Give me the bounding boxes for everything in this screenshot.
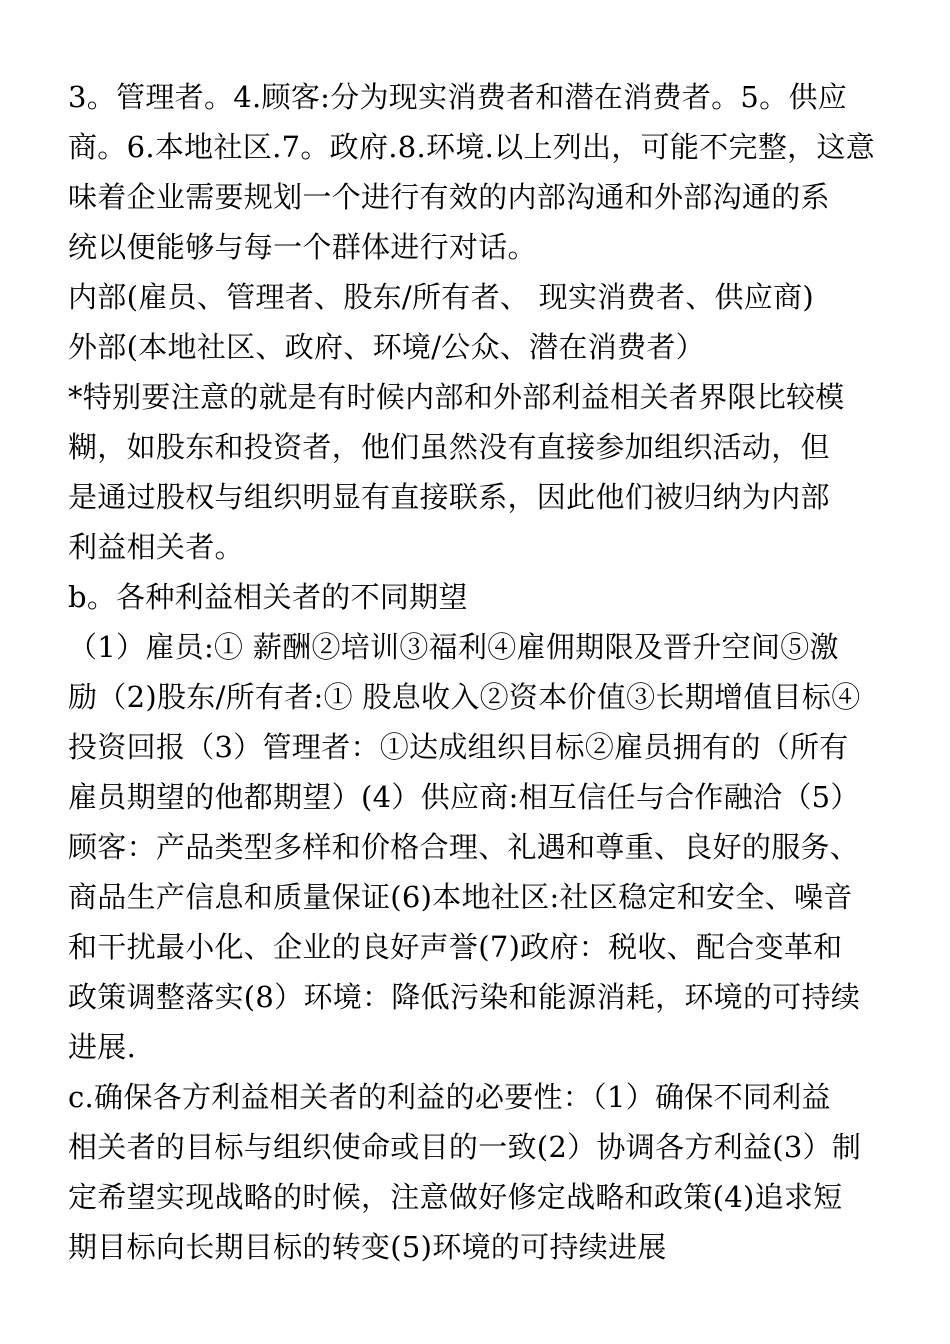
text-line: 商。6.本地社区.7。政府.8.环境.以上列出，可能不完整，这意: [68, 130, 876, 164]
text-line: 定希望实现战略的时候，注意做好修定战略和政策(4)追求短: [68, 1180, 843, 1214]
text-line: 雇员期望的他都期望）(4）供应商:相互信任与合作融洽（5）: [68, 780, 860, 814]
text-line: 政策调整落实(8）环境：降低污染和能源消耗，环境的可持续: [68, 980, 861, 1014]
text-line: 和干扰最小化、企业的良好声誉(7)政府：税收、配合变革和: [68, 930, 843, 964]
text-line: 期目标向长期目标的转变(5)环境的可持续进展: [68, 1230, 667, 1264]
text-line: 味着企业需要规划一个进行有效的内部沟通和外部沟通的系: [68, 180, 830, 214]
text-line: *特别要注意的就是有时候内部和外部利益相关者界限比较模: [68, 380, 845, 414]
section-heading: b。各种利益相关者的不同期望: [68, 580, 468, 614]
text-line: （1）雇员:① 薪酬②培训③福利④雇佣期限及晋升空间⑤激: [68, 630, 839, 664]
text-line: 统以便能够与每一个群体进行对话。: [68, 230, 537, 264]
text-line: 3。管理者。4.顾客:分为现实消费者和潜在消费者。5。供应: [68, 80, 848, 114]
text-line: 进展.: [68, 1030, 137, 1064]
text-line: 投资回报（3）管理者：①达成组织目标②雇员拥有的（所有: [68, 730, 849, 764]
text-line: 外部(本地社区、政府、环境/公众、潜在消费者）: [68, 330, 705, 364]
text-line: 顾客：产品类型多样和价格合理、礼遇和尊重、良好的服务、: [68, 830, 860, 864]
text-line: 励（2)股东/所有者:① 股息收入②资本价值③长期增值目标④: [68, 680, 861, 714]
text-line: 相关者的目标与组织使命或目的一致(2）协调各方利益(3）制: [68, 1130, 862, 1164]
text-line: 是通过股权与组织明显有直接联系，因此他们被归纳为内部: [68, 480, 830, 514]
text-line: 商品生产信息和质量保证(6)本地社区:社区稳定和安全、噪音: [68, 880, 853, 914]
document-body: [68, 72, 898, 1272]
section-heading: c.确保各方利益相关者的利益的必要性：（1）确保不同利益: [68, 1080, 831, 1114]
text-line: 内部(雇员、管理者、股东/所有者、 现实消费者、供应商): [68, 280, 815, 314]
text-line: 利益相关者。: [68, 530, 244, 564]
text-line: 糊，如股东和投资者，他们虽然没有直接参加组织活动，但: [68, 430, 830, 464]
